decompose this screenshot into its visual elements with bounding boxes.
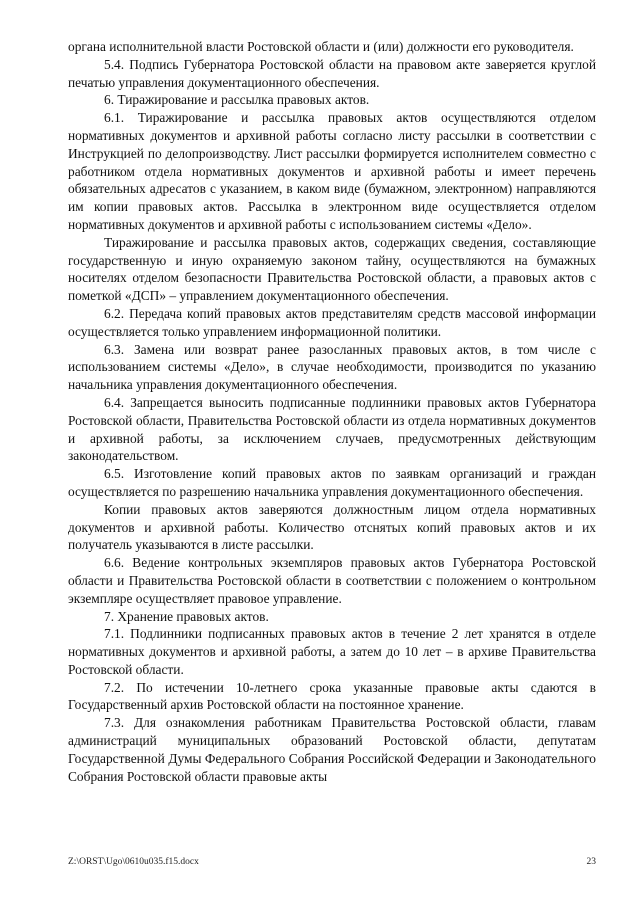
paragraph: 7.1. Подлинники подписанных правовых актов в течение 2 лет хранятся в отделе нормативных документов и архивной работы, а затем до 10 лет – в архиве Правительства Ростовской области. [68, 626, 596, 677]
paragraph: 6.5. Изготовление копий правовых актов по заявкам организаций и граждан осуществляется по разрешению начальника управления документационного обеспечения. [68, 466, 596, 499]
document-body [68, 38, 596, 785]
paragraph: 6.2. Передача копий правовых актов представителям средств массовой информации осуществляется только управлением информационной политики. [68, 305, 596, 339]
page-footer [68, 856, 596, 868]
paragraph: 7.2. По истечении 10-летнего срока указанные правовые акты сдаются в Государственный архив Ростовской области на постоянное хранение. [68, 679, 596, 713]
paragraph: 5.4. Подпись Губернатора Ростовской области на правовом акте заверяется круглой печатью управления документационного обеспечения. [68, 56, 596, 90]
page-number: 23 [586, 857, 596, 867]
footer-file-path: Z:\ORST\Ugo\0610u035.f15.docx [68, 857, 199, 867]
paragraph: 6.6. Ведение контрольных экземпляров правовых актов Губернатора Ростовской области и Правительства Ростовской области в соответствии с положением о контрольном экземпляре осуществляет правовое управление. [68, 555, 596, 606]
paragraph: 6.1. Тиражирование и рассылка правовых актов осуществляются отделом нормативных документов и архивной работы согласно листу рассылки в соответствии с Инструкцией по делопроизводству. Лист рассылки формируется исполнителем совместно с работником отдела нормативных документов и архивной работы и имеет перечень обязательных адресатов с указанием, в каком виде (бумажном, электронном) направляются им копии правовых актов. Рассылка в электронном виде осуществляется отделом нормативных документов и архивной работы с использованием системы «Дело». [68, 110, 596, 232]
paragraph: органа исполнительной власти Ростовской области и (или) должности его руководителя. [68, 39, 574, 54]
paragraph: 7. Хранение правовых актов. [104, 608, 269, 624]
paragraph: 6. Тиражирование и рассылка правовых актов. [104, 92, 370, 108]
paragraph: Копии правовых актов заверяются должностным лицом отдела нормативных документов и архивной работы. Количество отснятых копий правовых актов и их получатель указываются в листе рассылки. [68, 501, 596, 553]
paragraph: 7.3. Для ознакомления работникам Правительства Ростовской области, главам администраций муниципальных образований Ростовской области, депутатам Государственной Думы Федерального Собрания Российской Федерации и Законодательного Собрания Ростовской области правовые акты [68, 715, 596, 784]
paragraph: Тиражирование и рассылка правовых актов, содержащих сведения, составляющие государственную и иную охраняемую законом тайну, осуществляются на бумажных носителях отделом безопасности Правительства Ростовской области, а правовых актов с пометкой «ДСП» – управлением документационного обеспечения. [68, 234, 596, 304]
paragraph: 6.3. Замена или возврат ранее разосланных правовых актов, в том числе с использованием системы «Дело», в случае необходимости, производится по указанию начальника управления документационного обеспечения. [68, 341, 596, 393]
paragraph: 6.4. Запрещается выносить подписанные подлинники правовых актов Губернатора Ростовской области, Правительства Ростовской области из отдела нормативных документов и архивной работы, за исключением случаев, предусмотренных действующим законодательством. [68, 394, 596, 464]
